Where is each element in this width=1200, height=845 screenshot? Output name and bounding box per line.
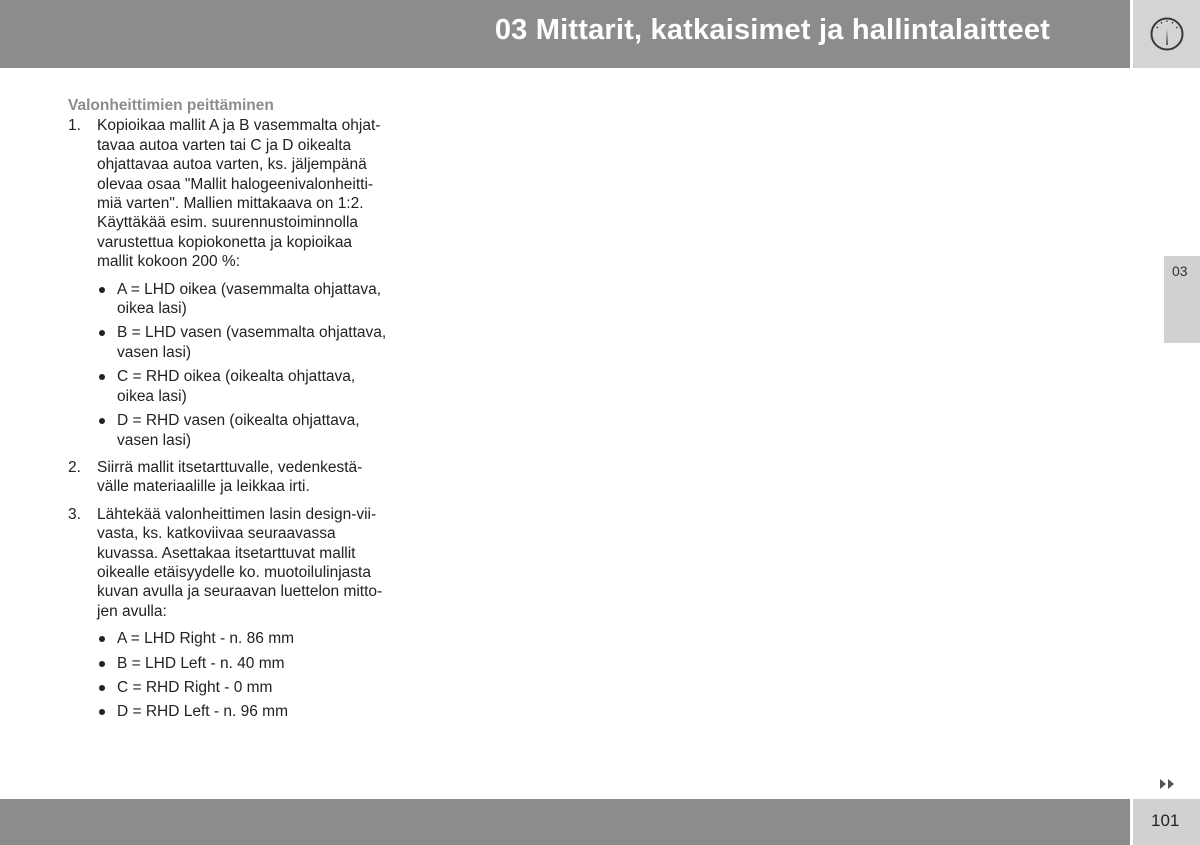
bullet-list bbox=[97, 629, 408, 722]
bullet-text-line: C = RHD oikea (oikealta ohjattava, bbox=[117, 368, 356, 386]
bullet-list bbox=[97, 280, 408, 450]
step-text-line: tavaa autoa varten tai C ja D oikealta bbox=[97, 136, 352, 154]
chapter-tab[interactable] bbox=[1164, 256, 1200, 343]
bullet-text-line: oikea lasi) bbox=[117, 300, 187, 318]
step-text-line: Kopioikaa mallit A ja B vasemmalta ohjat- bbox=[97, 117, 381, 135]
bullet-text-line: D = RHD Left - n. 96 mm bbox=[117, 703, 288, 721]
bullet-text-line: A = LHD oikea (vasemmalta ohjattava, bbox=[117, 280, 382, 298]
bullet-item bbox=[97, 367, 408, 406]
step-number: 2. bbox=[68, 458, 81, 476]
bullet-item bbox=[97, 280, 408, 319]
step-text-line: kuvassa. Asettakaa itsetarttuvat mallit bbox=[97, 544, 356, 562]
bullet-item bbox=[97, 702, 408, 721]
step-text-line: olevaa osaa "Mallit halogeenivalonheitti- bbox=[97, 175, 374, 193]
step-text-line: Käyttäkää esim. suurennustoiminnolla bbox=[97, 214, 359, 232]
bullet-item bbox=[97, 678, 408, 697]
bullet-text-line: B = LHD vasen (vasemmalta ohjattava, bbox=[117, 324, 387, 342]
step-text-line: oikealle etäisyydelle ko. muotoilulinjasta bbox=[97, 563, 371, 581]
step-text-line: kuvan avulla ja seuraavan luettelon mitto- bbox=[97, 583, 383, 601]
bullet-text-line: vasen lasi) bbox=[117, 343, 192, 361]
step-number: 1. bbox=[68, 117, 81, 135]
bullet-item bbox=[97, 323, 408, 362]
double-arrow-right-icon bbox=[1159, 777, 1177, 791]
step-text-line: varustettua kopiokonetta ja kopioikaa bbox=[97, 233, 353, 251]
bullet-text-line: B = LHD Left - n. 40 mm bbox=[117, 654, 285, 672]
bullet-item bbox=[97, 411, 408, 450]
step-text-line: jen avulla: bbox=[97, 602, 167, 620]
chapter-tab-label: 03 bbox=[1172, 263, 1188, 279]
step-text-line: miä varten". Mallien mittakaava on 1:2. bbox=[97, 195, 364, 213]
step-text-line: mallit kokoon 200 %: bbox=[97, 253, 241, 271]
step-text-line: Siirrä mallit itsetarttuvalle, vedenkestä- bbox=[97, 458, 363, 476]
bullet-item bbox=[97, 629, 408, 648]
steps-list bbox=[68, 116, 408, 721]
section-heading: Valonheittimien peittäminen bbox=[68, 97, 274, 114]
bullet-text-line: A = LHD Right - n. 86 mm bbox=[117, 630, 295, 648]
bullet-text-line: vasen lasi) bbox=[117, 431, 192, 449]
header-bar bbox=[0, 0, 1130, 68]
footer-bar bbox=[0, 799, 1130, 845]
step-text-line: Lähtekää valonheittimen lasin design-vii- bbox=[97, 505, 377, 523]
step-item bbox=[68, 458, 408, 497]
bullet-item bbox=[97, 654, 408, 673]
chapter-icon-box bbox=[1133, 0, 1200, 68]
chapter-title: 03 Mittarit, katkaisimet ja hallintalaitteet bbox=[494, 14, 1050, 46]
bullet-text-line: D = RHD vasen (oikealta ohjattava, bbox=[117, 412, 360, 430]
bullet-text-line: oikea lasi) bbox=[117, 387, 187, 405]
page-number-box bbox=[1133, 799, 1200, 845]
gauge-icon bbox=[1149, 15, 1185, 53]
page-number: 101 bbox=[1151, 811, 1180, 830]
step-item bbox=[68, 116, 408, 450]
step-number: 3. bbox=[68, 505, 81, 523]
main-content bbox=[68, 96, 408, 730]
step-text-line: välle materiaalille ja leikkaa irti. bbox=[97, 478, 310, 496]
bullet-text-line: C = RHD Right - 0 mm bbox=[117, 678, 273, 696]
step-text-line: vasta, ks. katkoviivaa seuraavassa bbox=[97, 525, 336, 543]
step-text-line: ohjattavaa autoa varten, ks. jäljempänä bbox=[97, 156, 367, 174]
step-item bbox=[68, 505, 408, 722]
